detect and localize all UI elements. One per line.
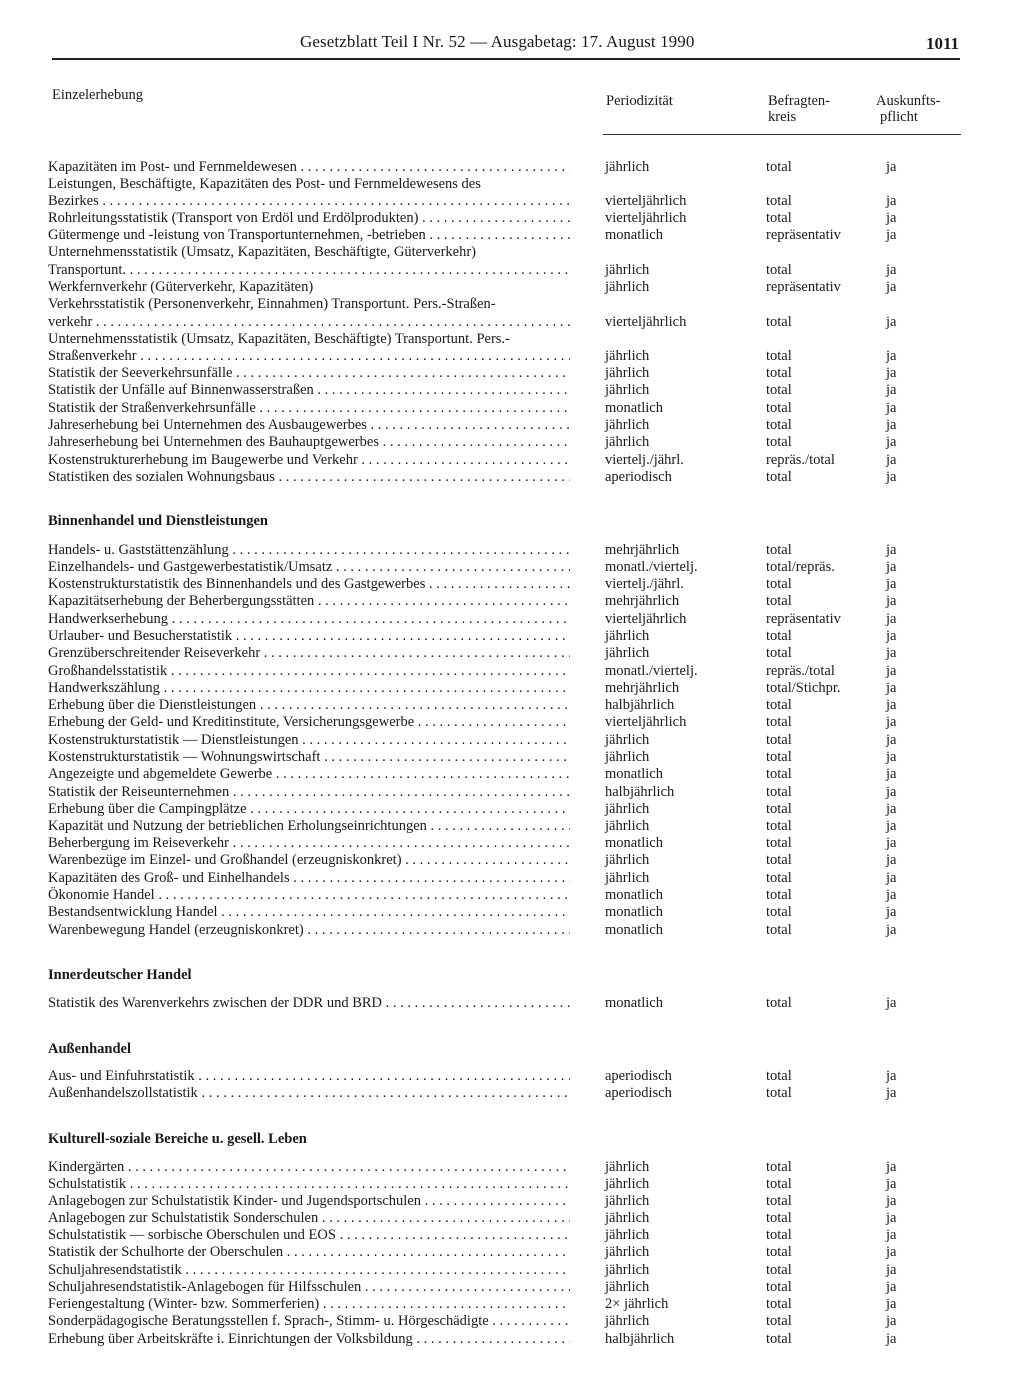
row-label: Großhandelsstatistik . . . <box>48 663 570 680</box>
table-row <box>0 593 1024 610</box>
row-pflicht: ja <box>886 365 897 381</box>
row-kreis: total <box>766 995 792 1011</box>
row-pflicht: ja <box>886 1296 897 1312</box>
row-kreis: total <box>766 1244 792 1260</box>
table-row <box>0 1227 1024 1244</box>
row-pflicht: ja <box>886 611 897 627</box>
row-label: Kindergärten . . . <box>48 1159 570 1176</box>
table-row <box>0 1159 1024 1176</box>
table-row <box>0 227 1024 244</box>
table-row <box>0 714 1024 731</box>
row-label: Kapazitäten des Groß- und Einhelhandels . . . <box>48 870 570 887</box>
row-period: jährlich <box>605 1193 650 1209</box>
row-period: jährlich <box>605 279 650 295</box>
row-period: jährlich <box>605 159 650 175</box>
row-pflicht: ja <box>886 262 897 278</box>
row-label: Kapazitäten im Post- und Fernmeldewesen . . . <box>48 159 570 176</box>
row-label: Unternehmensstatistik (Umsatz, Kapazitäten, Beschäftigte, Güterverkehr) <box>48 244 476 260</box>
row-label: Statistik der Schulhorte der Oberschulen . . . <box>48 1244 570 1261</box>
table-row <box>0 1296 1024 1313</box>
row-kreis: total <box>766 1296 792 1312</box>
row-period: halbjährlich <box>605 784 675 800</box>
table-row <box>0 159 1024 176</box>
row-label: Bestandsentwicklung Handel . . . <box>48 904 570 921</box>
row-pflicht: ja <box>886 645 897 661</box>
row-label: Schulstatistik . . . <box>48 1176 570 1193</box>
table-row <box>0 904 1024 921</box>
row-period: monatlich <box>605 922 663 938</box>
row-label: Werkfernverkehr (Güterverkehr, Kapazitäten) <box>48 279 314 295</box>
row-label: Ökonomie Handel . . . <box>48 887 570 904</box>
row-period: monatlich <box>605 887 663 903</box>
row-kreis: total <box>766 922 792 938</box>
row-label: Rohrleitungsstatistik (Transport von Erdöl und Erdölprodukten) . . . <box>48 210 570 227</box>
section-title-aussenhandel: Außenhandel <box>48 1041 132 1057</box>
row-period: jährlich <box>605 1279 650 1295</box>
row-pflicht: ja <box>886 852 897 868</box>
table-row <box>0 1193 1024 1210</box>
row-pflicht: ja <box>886 159 897 175</box>
row-period: monatlich <box>605 835 663 851</box>
row-period: jährlich <box>605 262 650 278</box>
row-kreis: total <box>766 542 792 558</box>
row-pflicht: ja <box>886 887 897 903</box>
row-label: Kostenstrukturstatistik des Binnenhandels und des Gastgewerbes . . . <box>48 576 570 593</box>
row-label: Statistiken des sozialen Wohnungsbaus . . . <box>48 469 570 486</box>
section-title-binnenhandel: Binnenhandel und Dienstleistungen <box>48 513 268 529</box>
row-period: vierteljährlich <box>605 714 687 730</box>
row-kreis: total <box>766 1210 792 1226</box>
table-row <box>0 434 1024 451</box>
row-kreis: total <box>766 1227 792 1243</box>
row-pflicht: ja <box>886 697 897 713</box>
row-pflicht: ja <box>886 818 897 834</box>
row-kreis: total <box>766 1068 792 1084</box>
row-label: Gütermenge und -leistung von Transportunternehmen, -betrieben . . . <box>48 227 570 244</box>
table-row <box>0 922 1024 939</box>
row-kreis: total <box>766 1159 792 1175</box>
row-kreis: total <box>766 645 792 661</box>
table-row <box>0 1262 1024 1279</box>
row-kreis: total <box>766 434 792 450</box>
row-label: Erhebung der Geld- und Kreditinstitute, Versicherungsgewerbe . . . <box>48 714 570 731</box>
row-kreis: repräs./total <box>766 452 835 468</box>
row-label: Unternehmensstatistik (Umsatz, Kapazitäten, Beschäftigte) Transportunt. Pers.- <box>48 331 510 347</box>
row-period: aperiodisch <box>605 469 672 485</box>
row-kreis: total <box>766 887 792 903</box>
row-pflicht: ja <box>886 1193 897 1209</box>
row-period: jährlich <box>605 365 650 381</box>
row-label: Kostenstrukturstatistik — Dienstleistungen . . . <box>48 732 570 749</box>
column-header-pflicht-2: pflicht <box>880 109 918 125</box>
section-title-kulturell-soziale-bereiche: Kulturell-soziale Bereiche u. gesell. Leben <box>48 1131 307 1147</box>
row-label: Erhebung über Arbeitskräfte i. Einrichtungen der Volksbildung . . . <box>48 1331 570 1348</box>
row-kreis: total <box>766 1313 792 1329</box>
table-row <box>0 1279 1024 1296</box>
row-label: Einzelhandels- und Gastgewerbestatistik/Umsatz . . . <box>48 559 570 576</box>
row-kreis: total <box>766 697 792 713</box>
column-header-rule <box>603 134 961 135</box>
row-kreis: total/Stichpr. <box>766 680 841 696</box>
running-header <box>0 32 1024 56</box>
row-pflicht: ja <box>886 193 897 209</box>
table-row <box>0 732 1024 749</box>
row-pflicht: ja <box>886 434 897 450</box>
row-period: aperiodisch <box>605 1085 672 1101</box>
row-pflicht: ja <box>886 1331 897 1347</box>
row-pflicht: ja <box>886 400 897 416</box>
row-pflicht: ja <box>886 680 897 696</box>
row-label: Anlagebogen zur Schulstatistik Kinder- und Jugendsportschulen . . . <box>48 1193 570 1210</box>
row-kreis: total <box>766 593 792 609</box>
row-label: Grenzüberschreitender Reiseverkehr . . . <box>48 645 570 662</box>
row-period: monatl./viertelj. <box>605 663 698 679</box>
row-kreis: total <box>766 314 792 330</box>
table-row <box>0 400 1024 417</box>
row-kreis: total <box>766 348 792 364</box>
row-period: monatl./viertelj. <box>605 559 698 575</box>
row-kreis: total <box>766 801 792 817</box>
row-period: jährlich <box>605 852 650 868</box>
table-row <box>0 1068 1024 1085</box>
row-kreis: total <box>766 732 792 748</box>
row-pflicht: ja <box>886 870 897 886</box>
table-row <box>0 663 1024 680</box>
running-title: Gesetzblatt Teil I Nr. 52 — Ausgabetag: 17. August 1990 <box>300 32 695 51</box>
table-row <box>0 645 1024 662</box>
table-row <box>0 1331 1024 1348</box>
table-row <box>0 852 1024 869</box>
row-period: jährlich <box>605 1227 650 1243</box>
table-row <box>0 348 1024 365</box>
column-header-item: Einzelerhebung <box>52 87 143 103</box>
row-label: Jahreserhebung bei Unternehmen des Bauhauptgewerbes . . . <box>48 434 570 451</box>
row-pflicht: ja <box>886 749 897 765</box>
row-kreis: total <box>766 714 792 730</box>
row-kreis: total <box>766 1279 792 1295</box>
row-label: Handels- u. Gaststättenzählung . . . <box>48 542 570 559</box>
row-pflicht: ja <box>886 1176 897 1192</box>
row-pflicht: ja <box>886 1085 897 1101</box>
row-kreis: total <box>766 262 792 278</box>
row-label: Beherbergung im Reiseverkehr . . . <box>48 835 570 852</box>
row-pflicht: ja <box>886 382 897 398</box>
row-period: monatlich <box>605 227 663 243</box>
row-kreis: total <box>766 852 792 868</box>
row-period: halbjährlich <box>605 697 675 713</box>
row-period: jährlich <box>605 1159 650 1175</box>
row-label: Sonderpädagogische Beratungsstellen f. Sprach-, Stimm- u. Hörgeschädigte . . . <box>48 1313 570 1330</box>
table-row <box>0 1085 1024 1102</box>
row-label: Erhebung über die Campingplätze . . . <box>48 801 570 818</box>
row-pflicht: ja <box>886 995 897 1011</box>
row-period: jährlich <box>605 628 650 644</box>
row-period: mehrjährlich <box>605 680 680 696</box>
row-kreis: total <box>766 766 792 782</box>
row-kreis: repräsentativ <box>766 279 841 295</box>
row-kreis: total <box>766 210 792 226</box>
row-label: Verkehrsstatistik (Personenverkehr, Einnahmen) Transportunt. Pers.-Straßen- <box>48 296 496 312</box>
row-pflicht: ja <box>886 279 897 295</box>
row-pflicht: ja <box>886 1244 897 1260</box>
table-row <box>0 542 1024 559</box>
row-pflicht: ja <box>886 663 897 679</box>
row-kreis: total <box>766 835 792 851</box>
row-period: viertelj./jährl. <box>605 452 684 468</box>
row-label: Bezirkes . . . <box>48 193 570 210</box>
row-period: jährlich <box>605 1176 650 1192</box>
row-label: Urlauber- und Besucherstatistik . . . <box>48 628 570 645</box>
column-header-kreis-2: kreis <box>768 109 797 125</box>
table-row <box>0 382 1024 399</box>
table-row <box>0 210 1024 227</box>
table-row <box>0 697 1024 714</box>
row-pflicht: ja <box>886 714 897 730</box>
table-row <box>0 1176 1024 1193</box>
row-kreis: total <box>766 382 792 398</box>
row-period: jährlich <box>605 749 650 765</box>
row-period: jährlich <box>605 732 650 748</box>
row-label: Erhebung über die Dienstleistungen . . . <box>48 697 570 714</box>
row-label: Kostenstrukturerhebung im Baugewerbe und Verkehr . . . <box>48 452 570 469</box>
row-period: jährlich <box>605 801 650 817</box>
row-label: Warenbezüge im Einzel- und Großhandel (erzeugniskonkret) . . . <box>48 852 570 869</box>
row-kreis: repräsentativ <box>766 227 841 243</box>
table-row <box>0 417 1024 434</box>
row-period: vierteljährlich <box>605 611 687 627</box>
row-period: viertelj./jährl. <box>605 576 684 592</box>
row-kreis: total <box>766 193 792 209</box>
row-label: Außenhandelszollstatistik . . . <box>48 1085 570 1102</box>
row-pflicht: ja <box>886 417 897 433</box>
row-period: aperiodisch <box>605 1068 672 1084</box>
row-period: jährlich <box>605 645 650 661</box>
column-header-kreis-1: Befragten- <box>768 93 830 109</box>
row-period: jährlich <box>605 818 650 834</box>
table-row-continued <box>0 331 1024 348</box>
row-period: jährlich <box>605 1262 650 1278</box>
table-row <box>0 749 1024 766</box>
row-pflicht: ja <box>886 766 897 782</box>
row-label: Statistik der Unfälle auf Binnenwasserstraßen . . . <box>48 382 570 399</box>
row-pflicht: ja <box>886 576 897 592</box>
section-title-innerdeutscher-handel: Innerdeutscher Handel <box>48 967 192 983</box>
row-label: Handwerkszählung . . . <box>48 680 570 697</box>
page-number: 1011 <box>926 34 960 53</box>
table-row <box>0 818 1024 835</box>
table-row <box>0 680 1024 697</box>
row-pflicht: ja <box>886 559 897 575</box>
row-kreis: total <box>766 628 792 644</box>
row-pflicht: ja <box>886 628 897 644</box>
table-row <box>0 611 1024 628</box>
row-pflicht: ja <box>886 922 897 938</box>
table-row <box>0 628 1024 645</box>
row-pflicht: ja <box>886 904 897 920</box>
table-row <box>0 1313 1024 1330</box>
row-label: Leistungen, Beschäftigte, Kapazitäten des Post- und Fernmeldewesens des <box>48 176 481 192</box>
header-rule <box>52 58 960 60</box>
row-period: jährlich <box>605 417 650 433</box>
row-pflicht: ja <box>886 210 897 226</box>
table-row-continued <box>0 244 1024 261</box>
row-kreis: total/repräs. <box>766 559 835 575</box>
table-row <box>0 1244 1024 1261</box>
row-pflicht: ja <box>886 1159 897 1175</box>
row-label: Schulstatistik — sorbische Oberschulen und EOS . . . <box>48 1227 570 1244</box>
row-pflicht: ja <box>886 1068 897 1084</box>
table-row <box>0 995 1024 1012</box>
table-row <box>0 1210 1024 1227</box>
row-label: Statistik der Seeverkehrsunfälle . . . <box>48 365 570 382</box>
row-kreis: total <box>766 1331 792 1347</box>
row-label: Statistik der Reiseunternehmen . . . <box>48 784 570 801</box>
row-pflicht: ja <box>886 835 897 851</box>
row-pflicht: ja <box>886 732 897 748</box>
row-label: Angezeigte und abgemeldete Gewerbe . . . <box>48 766 570 783</box>
table-row <box>0 870 1024 887</box>
row-period: jährlich <box>605 382 650 398</box>
table-row <box>0 559 1024 576</box>
row-label: Warenbewegung Handel (erzeugniskonkret) . . . <box>48 922 570 939</box>
row-kreis: repräs./total <box>766 663 835 679</box>
row-pflicht: ja <box>886 801 897 817</box>
row-period: jährlich <box>605 1244 650 1260</box>
table-row-continued <box>0 296 1024 313</box>
row-label: Aus- und Einfuhrstatistik . . . <box>48 1068 570 1085</box>
row-pflicht: ja <box>886 1262 897 1278</box>
row-label: Kapazitätserhebung der Beherbergungsstätten . . . <box>48 593 570 610</box>
row-pflicht: ja <box>886 348 897 364</box>
table-row <box>0 784 1024 801</box>
row-period: mehrjährlich <box>605 542 680 558</box>
row-pflicht: ja <box>886 469 897 485</box>
table-row <box>0 279 1024 296</box>
row-kreis: total <box>766 365 792 381</box>
row-period: vierteljährlich <box>605 210 687 226</box>
row-label: Schuljahresendstatistik . . . <box>48 1262 570 1279</box>
row-kreis: repräsentativ <box>766 611 841 627</box>
row-label: Anlagebogen zur Schulstatistik Sonderschulen . . . <box>48 1210 570 1227</box>
row-period: monatlich <box>605 995 663 1011</box>
row-pflicht: ja <box>886 314 897 330</box>
table-row <box>0 887 1024 904</box>
row-label: Jahreserhebung bei Unternehmen des Ausbaugewerbes . . . <box>48 417 570 434</box>
table-row <box>0 801 1024 818</box>
row-pflicht: ja <box>886 784 897 800</box>
table-row <box>0 314 1024 331</box>
row-kreis: total <box>766 749 792 765</box>
row-pflicht: ja <box>886 452 897 468</box>
row-period: jährlich <box>605 870 650 886</box>
table-row <box>0 452 1024 469</box>
row-kreis: total <box>766 417 792 433</box>
row-label: Straßenverkehr . . . <box>48 348 570 365</box>
row-pflicht: ja <box>886 1210 897 1226</box>
row-pflicht: ja <box>886 227 897 243</box>
row-kreis: total <box>766 818 792 834</box>
row-pflicht: ja <box>886 1313 897 1329</box>
row-period: 2× jährlich <box>605 1296 669 1312</box>
row-kreis: total <box>766 1193 792 1209</box>
row-period: monatlich <box>605 400 663 416</box>
row-label: Statistik der Straßenverkehrsunfälle . . . <box>48 400 570 417</box>
row-label: Feriengestaltung (Winter- bzw. Sommerferien) . . . <box>48 1296 570 1313</box>
row-label: Schuljahresendstatistik-Anlagebogen für Hilfsschulen . . . <box>48 1279 570 1296</box>
row-kreis: total <box>766 400 792 416</box>
table-row <box>0 576 1024 593</box>
table-row <box>0 262 1024 279</box>
row-pflicht: ja <box>886 542 897 558</box>
row-period: vierteljährlich <box>605 193 687 209</box>
row-period: jährlich <box>605 348 650 364</box>
table-row <box>0 766 1024 783</box>
column-header-period: Periodizität <box>606 93 673 109</box>
row-kreis: total <box>766 159 792 175</box>
row-kreis: total <box>766 1085 792 1101</box>
row-period: vierteljährlich <box>605 314 687 330</box>
row-label: Handwerkserhebung . . . <box>48 611 570 628</box>
row-kreis: total <box>766 469 792 485</box>
row-label: Kostenstrukturstatistik — Wohnungswirtschaft . . . <box>48 749 570 766</box>
row-kreis: total <box>766 1176 792 1192</box>
row-label: verkehr . . . <box>48 314 570 331</box>
row-kreis: total <box>766 784 792 800</box>
row-label: Kapazität und Nutzung der betrieblichen Erholungseinrichtungen . . . <box>48 818 570 835</box>
row-label: Statistik des Warenverkehrs zwischen der DDR und BRD . . . <box>48 995 570 1012</box>
row-period: jährlich <box>605 1210 650 1226</box>
table-row <box>0 193 1024 210</box>
row-period: jährlich <box>605 434 650 450</box>
row-kreis: total <box>766 1262 792 1278</box>
row-kreis: total <box>766 870 792 886</box>
table-row <box>0 469 1024 486</box>
row-period: jährlich <box>605 1313 650 1329</box>
row-period: mehrjährlich <box>605 593 680 609</box>
table-row <box>0 365 1024 382</box>
column-header-pflicht-1: Auskunfts- <box>876 93 941 109</box>
row-pflicht: ja <box>886 1279 897 1295</box>
row-kreis: total <box>766 576 792 592</box>
row-period: halbjährlich <box>605 1331 675 1347</box>
row-label: Transportunt. . . . <box>48 262 570 279</box>
row-period: monatlich <box>605 766 663 782</box>
row-pflicht: ja <box>886 593 897 609</box>
table-row <box>0 835 1024 852</box>
row-kreis: total <box>766 904 792 920</box>
table-row-continued <box>0 176 1024 193</box>
row-pflicht: ja <box>886 1227 897 1243</box>
row-period: monatlich <box>605 904 663 920</box>
